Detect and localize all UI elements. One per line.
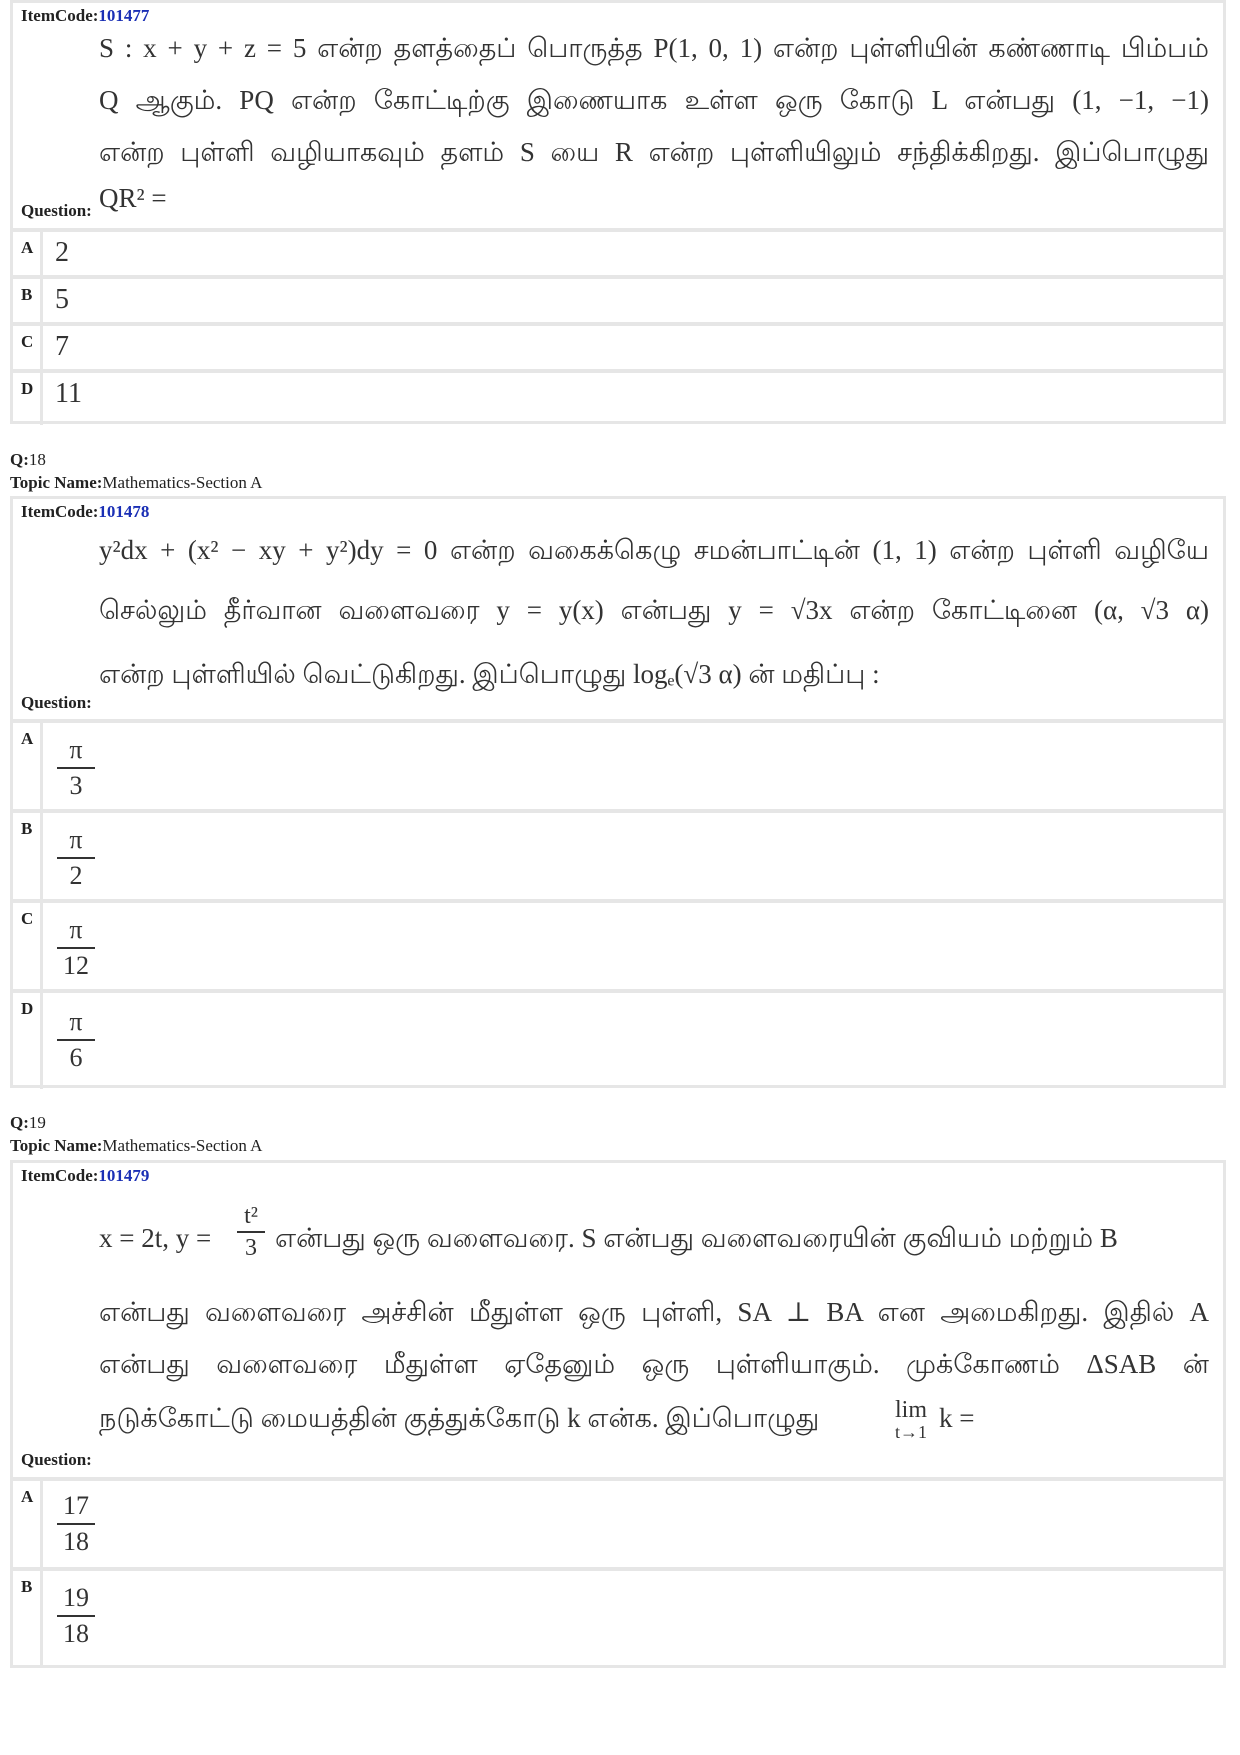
limit-expression: lim t→1 (894, 1397, 927, 1442)
option-fraction: π 6 (57, 1007, 95, 1073)
question-line: நடுக்கோட்டு மையத்தின் குத்துக்கோடு k என்க. இப்பொழுது lim t→1 k = (99, 1397, 975, 1442)
question-line: செல்லும் தீர்வான வளைவரை y = y(x) என்பது y = √3x என்ற கோட்டினை (α, √3 α) (99, 595, 1209, 625)
question-line: என்பது வளைவரை மீதுள்ள ஏதேனும் ஒரு புள்ளியாகும். முக்கோணம் ΔSAB ன் (99, 1349, 1209, 1379)
question-line: x = 2t, y = t² 3 என்பது ஒரு வளைவரை. S என்பது வளைவரையின் குவியம் மற்றும் B (99, 1203, 1118, 1261)
question-line: என்ற புள்ளி வழியாகவும் தளம் S யை R என்ற புள்ளியிலும் சந்திக்கிறது. இப்பொழுது (99, 137, 1209, 167)
option-fraction: π 2 (57, 825, 95, 891)
option-letter: C (21, 332, 34, 351)
option-a[interactable] (13, 719, 1223, 809)
option-b[interactable] (13, 275, 1223, 325)
option-letter: A (21, 729, 34, 748)
question-line: QR² = (99, 183, 167, 213)
option-fraction: 17 18 (57, 1491, 95, 1557)
question-line: என்பது வளைவரை அச்சின் மீதுள்ள ஒரு புள்ளி, SA ⊥ BA என அமைகிறது. இதில் A (99, 1297, 1209, 1327)
topic-name: Topic Name:Mathematics-Section A (10, 473, 263, 492)
topic-name: Topic Name:Mathematics-Section A (10, 1136, 263, 1155)
option-b[interactable] (13, 1567, 1223, 1667)
item-code: ItemCode:101479 (21, 1166, 150, 1185)
option-letter: D (21, 999, 34, 1018)
question-number: Q:19 (10, 1113, 46, 1132)
question-card-17 (10, 0, 1226, 424)
question-number: Q:18 (10, 450, 46, 469)
inline-fraction: t² 3 (237, 1203, 265, 1261)
question-label: Question: (21, 201, 92, 220)
option-a[interactable] (13, 1477, 1223, 1567)
option-c[interactable] (13, 322, 1223, 372)
item-code: ItemCode:101478 (21, 502, 150, 521)
option-letter: A (21, 1487, 34, 1506)
option-fraction: π 12 (57, 915, 95, 981)
option-c[interactable] (13, 899, 1223, 989)
question-card-19 (10, 1160, 1226, 1668)
option-value: 7 (55, 331, 69, 362)
option-d[interactable] (13, 369, 1223, 425)
item-code: ItemCode:101477 (21, 6, 150, 25)
option-fraction: π 3 (57, 735, 95, 801)
option-letter: B (21, 819, 33, 838)
option-letter: D (21, 379, 34, 398)
question-line: S : x + y + z = 5 என்ற தளத்தைப் பொருத்த P(1, 0, 1) என்ற புள்ளியின் கண்ணாடி பிம்பம் (99, 33, 1209, 63)
option-a[interactable] (13, 228, 1223, 278)
option-letter: A (21, 238, 34, 257)
option-letter: C (21, 909, 34, 928)
question-line: Q ஆகும். PQ என்ற கோட்டிற்கு இணையாக உள்ள ஒரு கோடு L என்பது (1, −1, −1) (99, 85, 1209, 115)
option-letter: B (21, 285, 33, 304)
option-d[interactable] (13, 989, 1223, 1089)
option-value: 11 (55, 378, 82, 409)
option-fraction: 19 18 (57, 1583, 95, 1649)
option-value: 5 (55, 284, 69, 315)
question-line: y²dx + (x² − xy + y²)dy = 0 என்ற வகைக்கெழு சமன்பாட்டின் (1, 1) என்ற புள்ளி வழியே (99, 535, 1209, 565)
option-letter: B (21, 1577, 33, 1596)
question-label: Question: (21, 693, 92, 712)
option-value: 2 (55, 237, 69, 268)
option-b[interactable] (13, 809, 1223, 899)
question-card-18 (10, 496, 1226, 1088)
question-label: Question: (21, 1450, 92, 1469)
question-line: என்ற புள்ளியில் வெட்டுகிறது. இப்பொழுது logₑ(√3 α) ன் மதிப்பு : (99, 659, 880, 689)
